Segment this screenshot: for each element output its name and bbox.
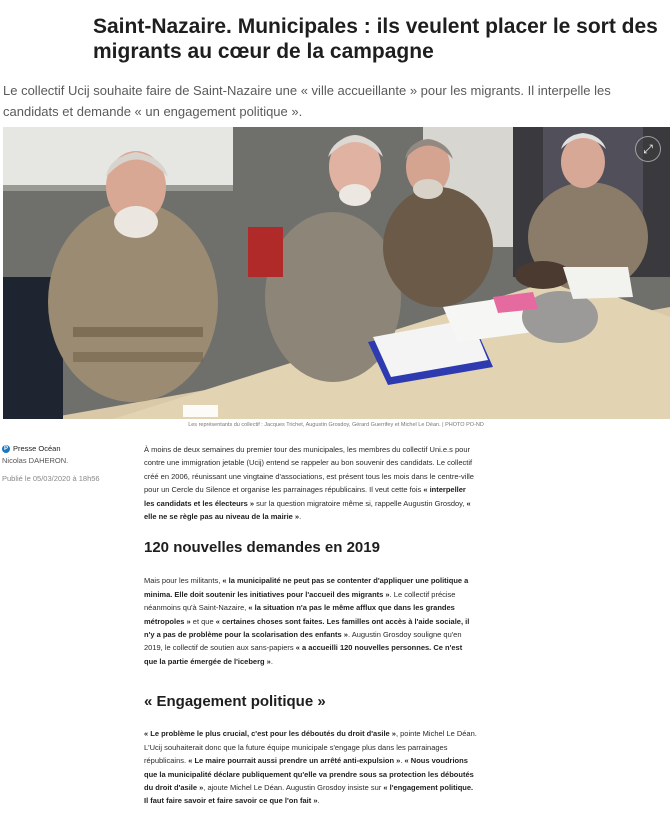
body-text: À moins de deux semaines du premier tour des municipales, les membres du collectif Uni.e.s pour contre une immigration jetable (Ucij) entend se rappeler au bon souvenir des candidats. Le collectif créé en 2006, réunissant une vingtaine d'associations, est présent tous les mois dans le centre-ville pour un Cercle du Silence et organise les parrainages républicains. Il veut cette fois — [144, 445, 474, 495]
publication-date: Publié le 05/03/2020 à 18h56 — [2, 474, 100, 483]
body-text: . — [317, 796, 320, 806]
body-text: . — [400, 756, 405, 766]
quote-text: « certaines choses sont faites. Les familles ont accès à l'aide sociale, il n'y a pas de problème pour la scolarisation des enfants » — [144, 616, 470, 640]
quote-text: « Nous voudrions que la municipalité déclare publiquement qu'elle va prendre sous sa protection les déboutés du droit d'asile » — [144, 756, 474, 792]
subheading-2: « Engagement politique » — [144, 693, 326, 711]
paragraph-1 — [144, 443, 477, 523]
author-name: Nicolas DAHERON. — [2, 456, 69, 465]
quote-text: « Le maire pourrait aussi prendre un arrêté anti-expulsion » — [188, 756, 401, 766]
article-body — [144, 443, 477, 808]
source-row[interactable] — [2, 443, 122, 454]
body-text: . Le collectif précise néanmoins qu'à Saint-Nazaire, — [144, 589, 456, 613]
photo-caption: Les représentants du collectif : Jacques Trichet, Augustin Grosdoy, Gérard Guerrifey et Michel Le Déan. | PHOTO PO-ND — [188, 422, 484, 428]
source-logo-icon: P — [3, 445, 8, 452]
quote-text: « a accueilli 120 nouvelles personnes. Ce n'est que la partie émergée de l'iceberg » — [144, 643, 463, 666]
expand-icon[interactable]: ⤢ — [635, 136, 661, 162]
body-text: . — [299, 512, 302, 522]
quote-text: « interpeller les candidats et les électeurs » — [144, 485, 466, 508]
body-text: , pointe Michel Le Déan. L'Ucij souhaiterait donc que la future équipe municipale s'engage plus dans les parrainages républicains. — [144, 729, 477, 766]
paragraph-3 — [144, 727, 477, 807]
article-meta — [2, 443, 122, 484]
article-lead: Le collectif Ucij souhaite faire de Saint-Nazaire une « ville accueillante » pour les migrants. Il interpelle les candidats et demande « un engagement politique ». — [3, 83, 611, 119]
paragraph-2 — [144, 574, 477, 668]
body-text: . — [270, 656, 273, 666]
source-name[interactable]: Presse Océan — [13, 444, 61, 453]
article-photo[interactable] — [3, 127, 670, 419]
body-text: . Augustin Grosdoy souligne qu'en 2019, le collectif de soutien aux sans-papiers — [144, 630, 462, 653]
quote-text: « la municipalité ne peut pas se contenter d'appliquer une politique a minima. Elle doit soutenir les initiatives pour l'accueil des migrants » — [144, 576, 469, 599]
photo-illustration — [3, 127, 670, 419]
subheading-1: 120 nouvelles demandes en 2019 — [144, 539, 380, 557]
body-text: Mais pour les militants, — [144, 576, 223, 586]
body-text: et que — [190, 616, 216, 626]
quote-text: « la situation n'a pas le même afflux que dans les grandes métropoles » — [144, 603, 455, 626]
quote-text: « elle ne se règle pas au niveau de la mairie » — [144, 498, 471, 522]
quote-text: « l'engagement politique. Il faut faire savoir et faire savoir ce que l'on fait » — [144, 782, 474, 806]
quote-text: « Le problème le plus crucial, c'est pour les déboutés du droit d'asile » — [144, 729, 396, 739]
body-text: sur la question migratoire même si, rappelle Augustin Grosdoy, — [254, 498, 467, 508]
article-title: Saint-Nazaire. Municipales : ils veulent placer le sort des migrants au cœur de la campagne — [93, 15, 658, 63]
body-text: , ajoute Michel Le Déan. Augustin Grosdoy insiste sur — [203, 782, 384, 792]
